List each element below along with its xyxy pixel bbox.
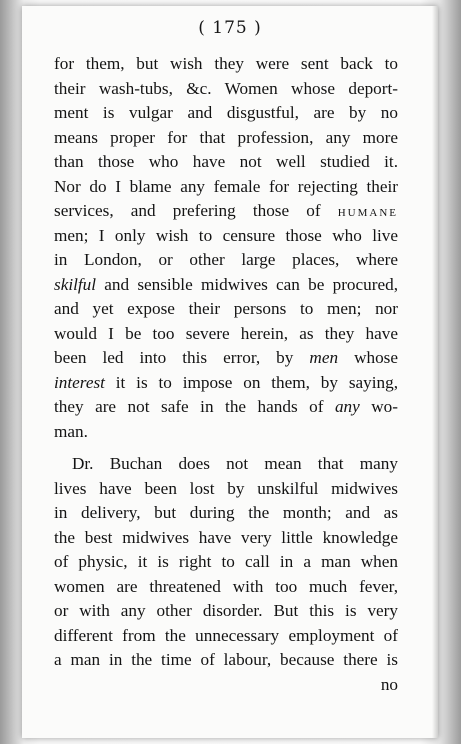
small-caps-word: HUMANE (337, 207, 398, 219)
italic-word: any (334, 397, 360, 416)
text-line: ment is vulgar and disgustful, are by no (54, 103, 398, 122)
text-line: in delivery, but during the month; and as (54, 503, 398, 522)
text-line: services, and prefering those of HUMANE (54, 201, 398, 220)
text-line: their wash-tubs, &c. Women whose deport- (54, 78, 398, 98)
italic-word: skilful (54, 274, 97, 294)
text-line: been led into this error, by men whose (54, 348, 398, 367)
text-line: would I be too severe herein, as they have (54, 323, 398, 343)
text-line: different from the unnecessary employment of (54, 625, 398, 645)
text-line: for them, but wish they were sent back to (54, 54, 398, 73)
text-line: of physic, it is right to call in a man when (54, 552, 398, 571)
text-line: man. (54, 421, 88, 441)
text-line: a man in the time of labour, because there is (54, 650, 398, 669)
page-edge-shadow (432, 6, 438, 738)
text-line: Dr. Buchan does not mean that many (72, 454, 398, 473)
text-line: the best midwives have very little knowledge (54, 527, 398, 547)
text-line: men; I only wish to censure those who live (54, 225, 398, 245)
text-line: than those who have not well studied it. (54, 152, 398, 171)
italic-word: interest (54, 372, 105, 392)
text-line: lives have been lost by unskilful midwives (54, 478, 398, 498)
text-line: Nor do I blame any female for rejecting their (54, 176, 398, 196)
book-page (22, 6, 438, 738)
page-number: ( 175 ) (198, 18, 262, 38)
italic-word: men (309, 348, 339, 367)
text-line: they are not safe in the hands of any wo- (54, 397, 398, 416)
paragraph-gap (54, 444, 398, 452)
text-line: interest it is to impose on them, by saying, (54, 372, 398, 392)
text-line: means proper for that profession, any more (54, 127, 398, 147)
text-line: in London, or other large places, where (54, 250, 398, 269)
body-text (54, 52, 398, 697)
text-line: skilful and sensible midwives can be procured, (54, 274, 398, 294)
text-line: or with any other disorder. But this is very (54, 601, 398, 620)
text-line: women are threatened with too much fever, (54, 576, 398, 596)
text-line: and yet expose their persons to men; nor (54, 299, 398, 318)
catchword: no (380, 674, 398, 694)
